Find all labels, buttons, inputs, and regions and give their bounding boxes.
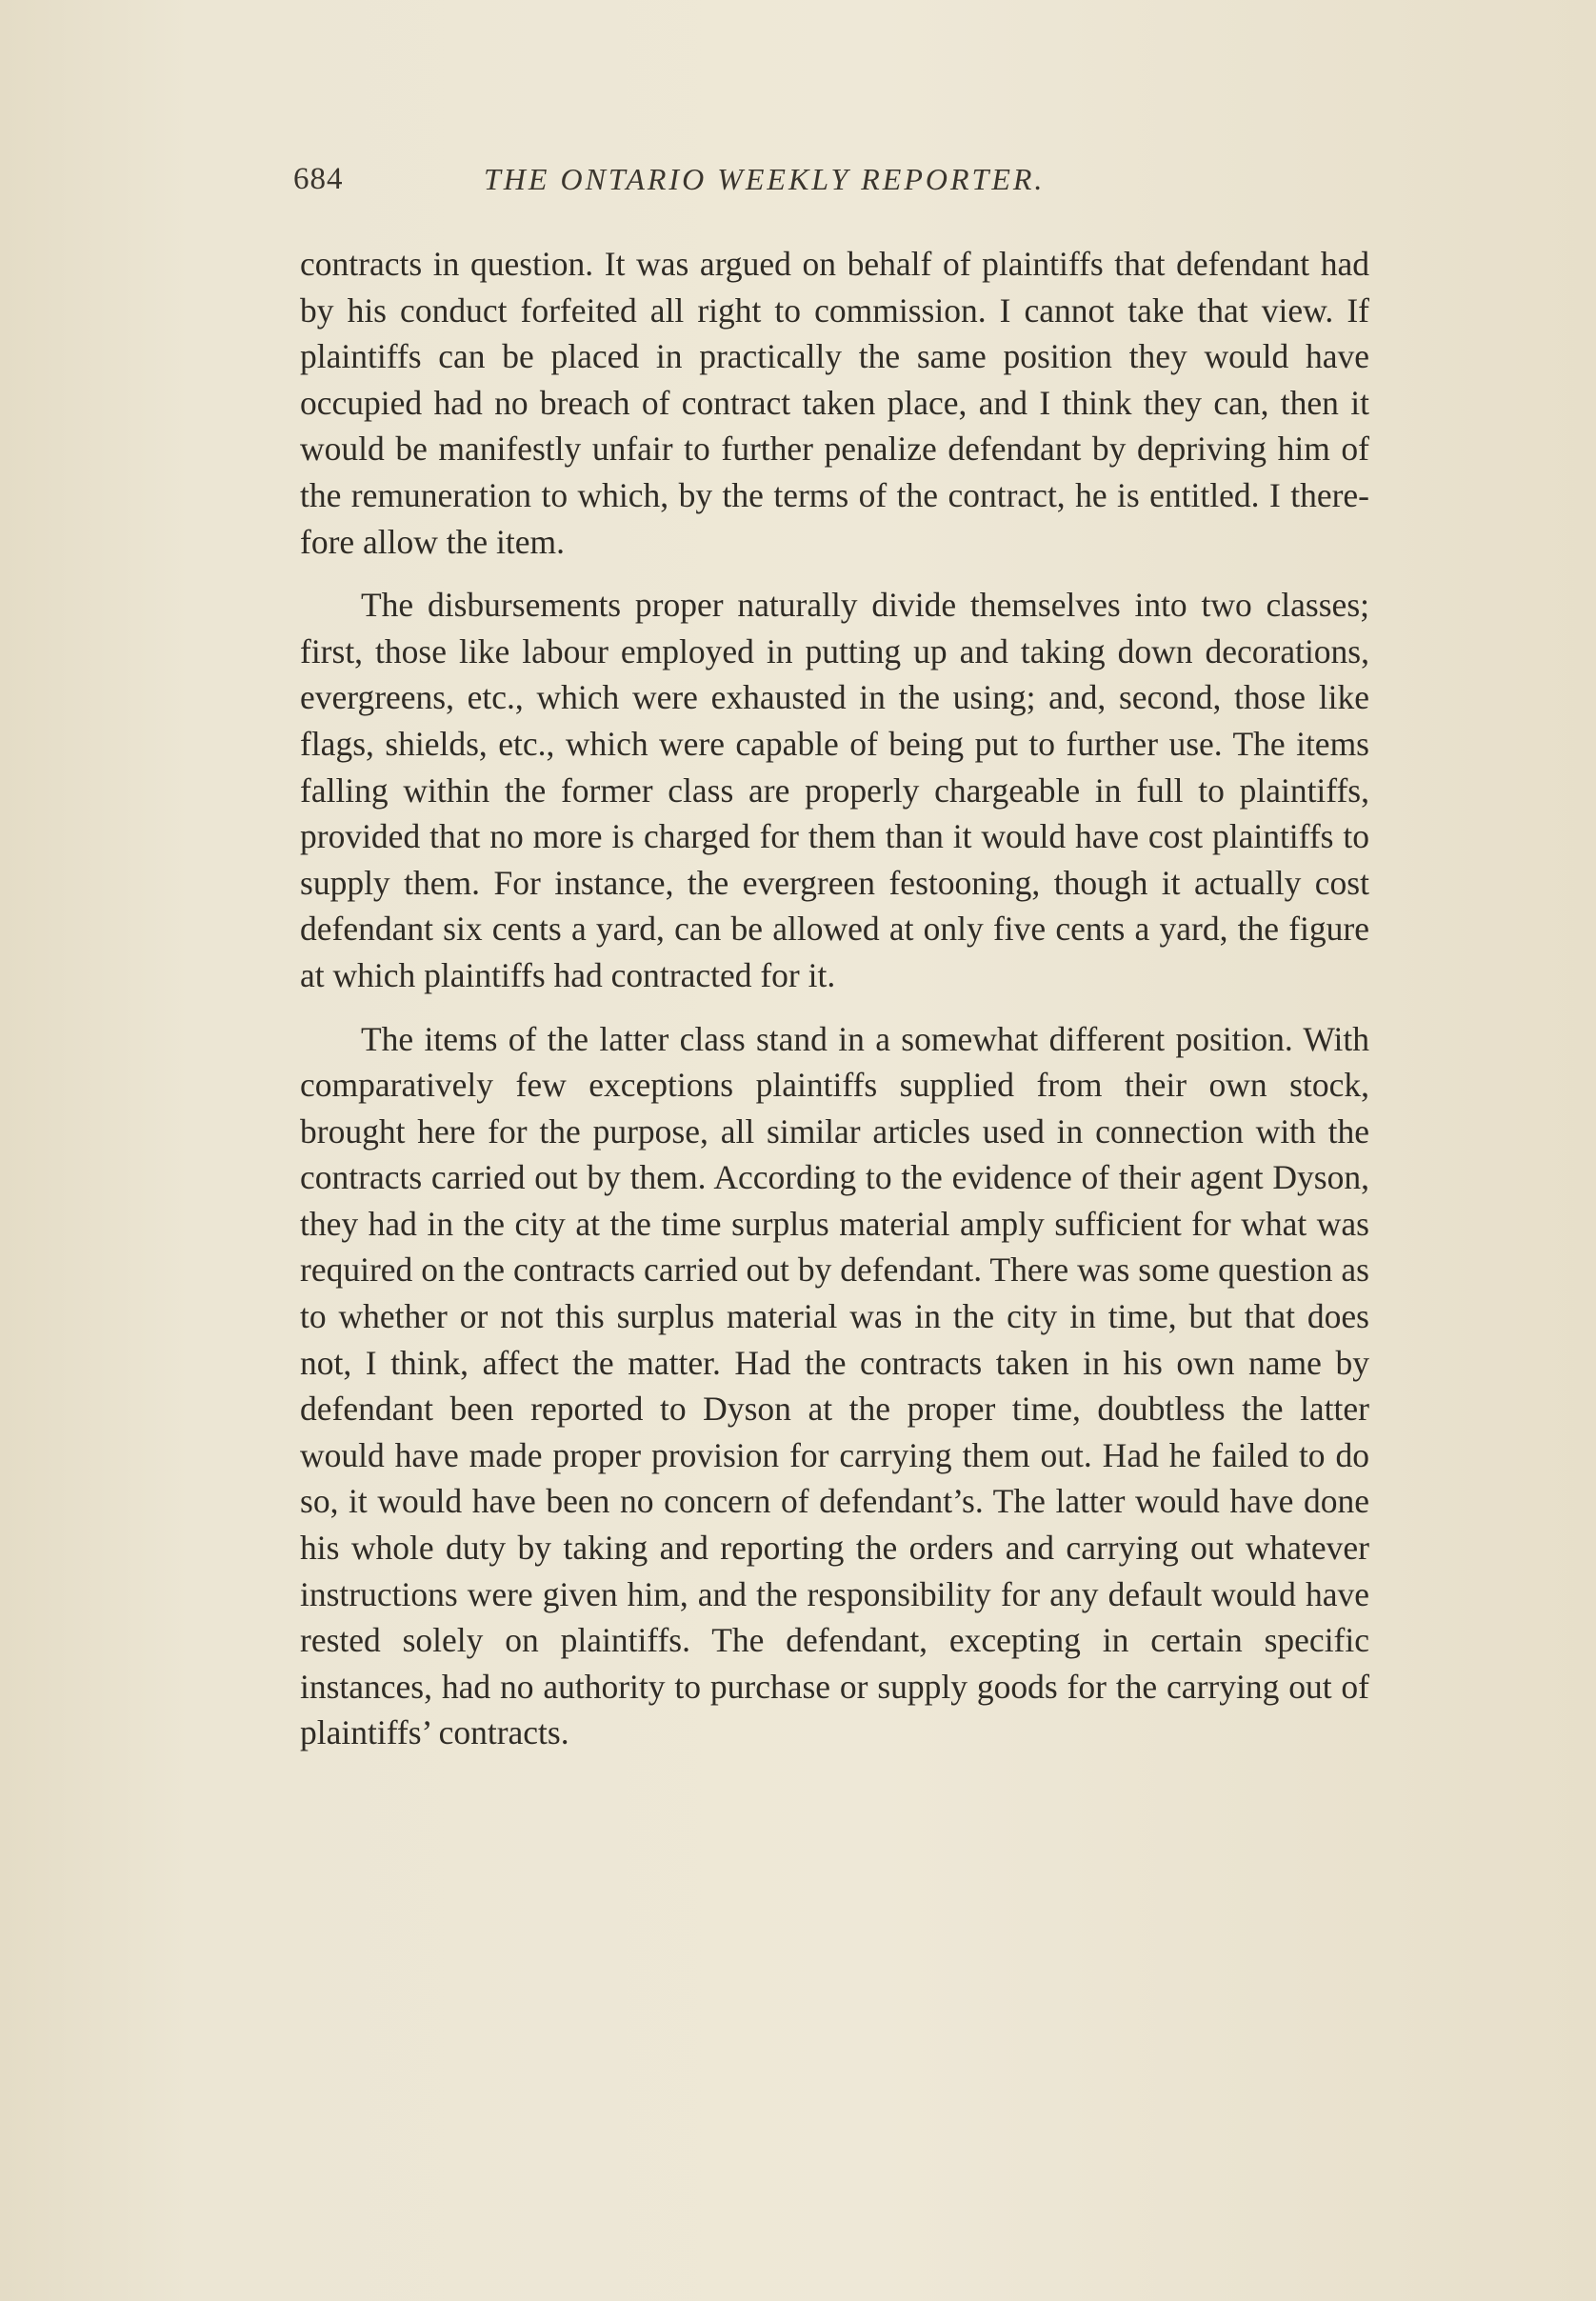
page-number: 684 bbox=[293, 162, 344, 196]
running-head bbox=[293, 162, 1350, 210]
body-text bbox=[300, 241, 1369, 1773]
paragraph-continuation: contracts in question. It was argued on behalf of plaintiffs that defendant had by his conduct forfeited all right to commission. I cannot take that view. If plaintiffs can be placed in practically the same position they would have occupied had no breach of contract taken place, and I think they can, then it would be manifestly unfair to further penalize defendant by depriving him of the remuneration to which, by the terms of the contract, he is entitled. I therefore allow the item. bbox=[300, 245, 1369, 561]
paragraph-disbursements: The disbursements proper naturally divide themselves into two classes; first, those like labour employed in putting up and taking down decorations, evergreens, etc., which were exhausted in the using; and, second, those like flags, shields, etc., which were capable of being put to further use. The items falling within the former class are properly chargeable in full to plaintiffs, provided that no more is charged for them than it would have cost plaintiffs to supply them. For instance, the evergreen festooning, though it actually cost defendant six cents a yard, can be allowed at only five cents a yard, the figure at which plaintiffs had contracted for it. bbox=[300, 586, 1369, 994]
paragraph-latter-class: The items of the latter class stand in a somewhat different position. With comparatively few exceptions plaintiffs supplied from their own stock, brought here for the purpose, all similar articles used in connection with the contracts carried out by them. According to the evidence of their agent Dyson, they had in the city at the time surplus material amply sufficient for what was required on the contracts carried out by defendant. There was some question as to whether or not this surplus material was in the city in time, but that does not, I think, affect the matter. Had the contracts taken in his own name by defendant been reported to Dyson at the proper time, doubtless the latter would have made proper provision for carrying them out. Had he failed to do so, it would have been no concern of defendant’s. The latter would have done his whole duty by taking and reporting the orders and carrying out whatever instructions were given him, and the responsibility for any default would have rested solely on plaintiffs. The defendant, excepting in certain specific instances, had no authority to purchase or supply goods for the carrying out of plaintiffs’ contracts. bbox=[300, 1019, 1369, 1752]
journal-title: THE ONTARIO WEEKLY REPORTER. bbox=[484, 162, 1046, 196]
